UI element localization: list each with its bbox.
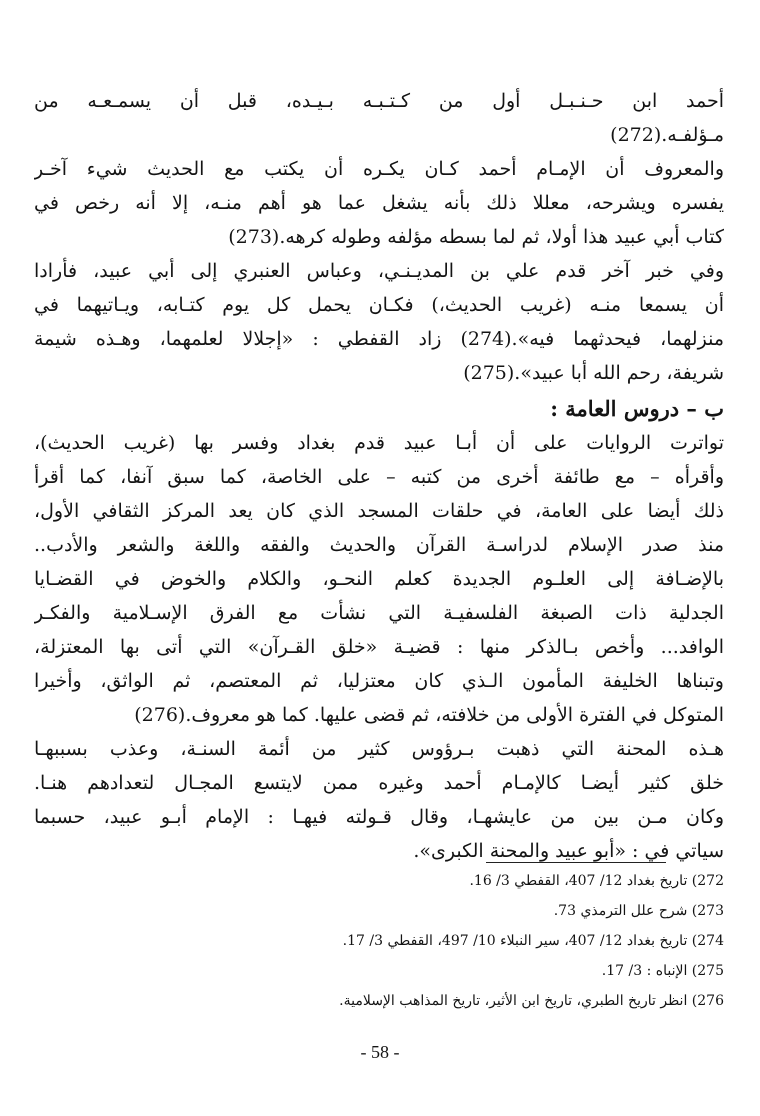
footnotes [200, 866, 724, 1016]
footnote: 273) شرح علل الترمذي 73. [553, 903, 724, 919]
text-line: سياتي في : «أبو عبيد والمحنة الكبرى». [413, 840, 724, 862]
text-line: أحمد ابن حـنـبـل أول من كـتـبـه بـيـده، قبل أن يسمـعـه من [34, 90, 724, 112]
text-line: هـذه المحنة التي ذهبت بـرؤوس كثير من أئمة السنـة، وعذب بسببهـا [34, 738, 724, 760]
text-line: أن يسمعا منـه (غريب الحديث،) فكـان يحمل كل يوم كتـابه، ويـاتيهما في [34, 294, 724, 316]
text-line: والمعروف أن الإمـام أحمد كـان يكـره أن يكتب مع الحديث شيء آخـر [34, 158, 724, 180]
footnote: 276) انظر تاريخ الطبري، تاريخ ابن الأثير، تاريخ المذاهب الإسلامية. [339, 993, 724, 1009]
text-line: كتاب أبي عبيد هذا أولا، ثم لما بسطه مؤلفه وطوله كرهه.(273) [228, 226, 724, 248]
text-line: شريفة، رحم الله أبا عبيد».(275) [463, 362, 724, 384]
text-line: وتبناها الخليفة المأمون الـذي كان معتزليا، ثم المعتصم، ثم الواثق، وأخيرا [34, 670, 724, 692]
footnote-divider [486, 862, 666, 863]
text-line: وكان مـن بين من عايشهـا، وقال قـولته فيهـا : الإمام أبـو عبيد، حسبما [34, 806, 724, 828]
text-line: يفسره ويشرحه، معللا ذلك بأنه يشغل عما هو أهم منـه، إلا أنه رخص في [34, 192, 724, 214]
text-line: وفي خبر آخر قدم علي بن المديـنـي، وعباس العنبري إلى أبي عبيد، فأرادا [34, 260, 724, 282]
text-line: منزلهما، فيحدثهما فيه».(274) زاد القفطي : «إجلالا لعلمهما، وهـذه شيمة [34, 328, 724, 350]
text-line: الوافد... وأخص بـالذكر منها : قضيـة «خلق القـرآن» التي أتى بها المعتزلة، [34, 636, 724, 658]
footnote: 274) تاريخ بغداد 12/ 407، سير النبلاء 10/ 497، القفطي 3/ 17. [342, 933, 724, 949]
text-line: وأقرأه – مع طائفة أخرى من كتبه – على الخاصة، كما سبق آنفا، كما أقرأ [34, 466, 724, 488]
text-line: تواترت الروايات على أن أبـا عبيد قدم بغداد وفسر بها (غريب الحديث)، [34, 432, 724, 454]
text-line: الجدلية ذات الصبغة الفلسفيـة التي نشأت مع الفرق الإسـلامية والفكـر [34, 602, 724, 624]
text-line: ذلك أيضا على العامة، في حلقات المسجد الذي كان يعد المركز الثقافي الأول، [34, 500, 724, 522]
page-number: - 58 - [360, 1042, 400, 1062]
footnote: 272) تاريخ بغداد 12/ 407، القفطي 3/ 16. [469, 873, 724, 889]
footnote: 275) الإنباه : 3/ 17. [601, 963, 724, 979]
main-text [34, 84, 724, 868]
text-line: المتوكل في الفترة الأولى من خلافته، ثم قضى عليها. كما هو معروف.(276) [134, 704, 724, 726]
text-line: منذ صدر الإسلام لدراسـة القرآن والحديث والفقه واللغة والشعر والأدب.. [34, 534, 724, 556]
text-line: بالإضـافة إلى العلـوم الجديدة كعلم النحـو، والكلام والخوض في القضـايا [34, 568, 724, 590]
text-line: خلق كثير أيضـا كالإمـام أحمد وغيره ممن لايتسع المجـال لتعدادهم هنـا. [34, 772, 724, 794]
text-line: مـؤلفـه.(272) [610, 124, 724, 146]
section-heading: ب – دروس العامة : [550, 396, 724, 421]
